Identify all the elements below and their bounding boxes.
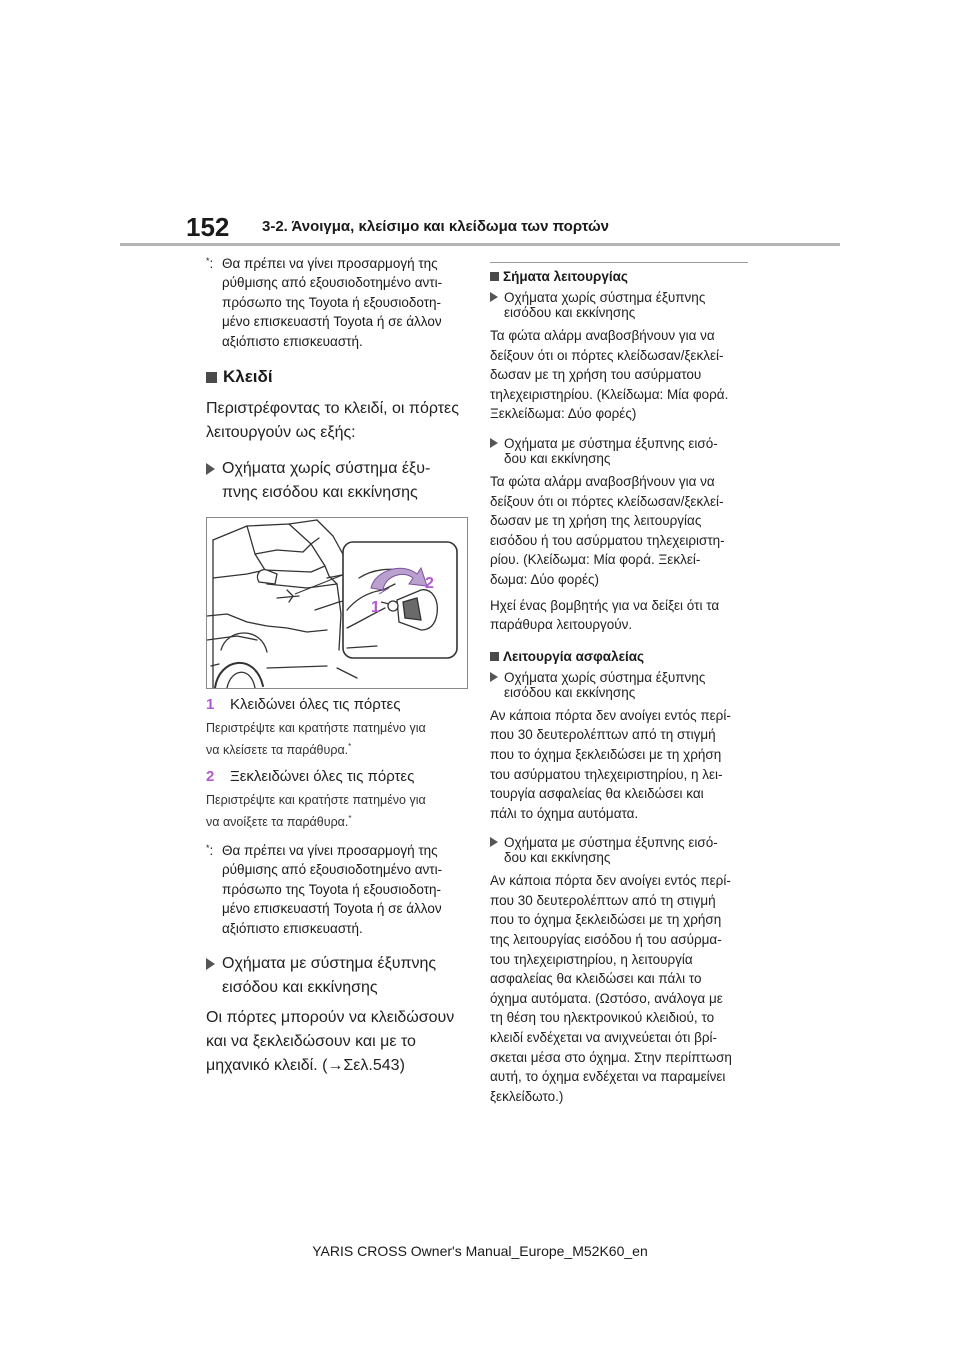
signals-heading: [490, 269, 750, 284]
paragraph-line: δωμα: Δύο φορές): [490, 571, 600, 587]
paragraph-line: δωσαν με τη χρήση του ασύρματου: [490, 367, 702, 383]
step-number: 2: [206, 768, 215, 786]
footnote-line: αξιόπιστο επισκευαστή.: [222, 333, 363, 349]
signals-paragraph-a: [490, 326, 750, 424]
step-desc-line: να ανοίξετε τα παράθυρα.: [206, 815, 349, 830]
paragraph-line: Τα φώτα αλάρμ αναβοσβήνουν για να: [490, 473, 715, 489]
paragraph-line: Αν κάποια πόρτα δεν ανοίγει εντός περί-: [490, 707, 731, 723]
paragraph-line: του τηλεχειριστηρίου, η λειτουργία: [490, 951, 693, 967]
paragraph-line: τη θέση του ηλεκτρονικού κλειδιού, το: [490, 1010, 715, 1026]
triangle-bullet-icon: [490, 672, 498, 682]
key-intro: [206, 397, 468, 445]
subheading-line: πνης εισόδου και εκκίνησης: [222, 484, 418, 502]
square-bullet-icon: [206, 372, 217, 383]
footnote-marker: *: [348, 742, 352, 752]
paragraph-line: Περιστρέφοντας το κλειδί, οι πόρτες: [206, 400, 459, 418]
right-column: [490, 262, 750, 1106]
subheading-line: δου και εκκίνησης: [504, 850, 611, 866]
subheading-smart-entry: [206, 952, 468, 1000]
paragraph-line: Οι πόρτες μπορούν να κλειδώσουν: [206, 1009, 455, 1027]
subheading-line: Οχήματα με σύστημα έξυπνης: [222, 955, 437, 973]
paragraph-line: της λειτουργίας εισόδου ή του ασύρμα-: [490, 932, 722, 948]
subheading-line: εισόδου και εκκίνησης: [504, 305, 636, 320]
square-bullet-icon: [490, 652, 499, 661]
subheading-line: εισόδου και εκκίνησης: [222, 979, 378, 997]
step-1: [206, 695, 468, 761]
security-heading: [490, 649, 750, 664]
footnote-marker: *:: [206, 843, 214, 859]
heading-text: Σήματα λειτουργίας: [503, 269, 628, 284]
paragraph-line: δείξουν ότι οι πόρτες κλείδωσαν/ξεκλεί-: [490, 347, 724, 363]
security-paragraph-a: [490, 706, 750, 824]
paragraph-line: Αν κάποια πόρτα δεν ανοίγει εντός περί-: [490, 873, 731, 889]
subheading-no-smart-entry: [206, 457, 468, 505]
footnote-line: πρόσωπο της Toyota ή εξουσιοδοτη-: [222, 881, 442, 897]
paragraph-line: εισόδου ή του ασύρματου τηλεχειριστη-: [490, 532, 725, 548]
footnote-line: Θα πρέπει να γίνει προσαρμογή της: [222, 256, 438, 271]
step-title: Ξεκλειδώνει όλες τις πόρτες: [230, 768, 415, 786]
second-footnote: [206, 841, 468, 938]
step-description: [206, 717, 468, 761]
figure-label-1: 1: [371, 599, 380, 617]
step-desc-line: Περιστρέψτε και κρατήστε πατημένο για: [206, 721, 426, 736]
footnote-line: μένο επισκευαστή Toyota ή σε άλλον: [222, 314, 442, 330]
car-door-key-drawing: [207, 518, 468, 689]
triangle-bullet-icon: [490, 292, 498, 302]
paragraph-line: Ηχεί ένας βομβητής για να δείξει ότι τα: [490, 597, 720, 613]
footer-manual-id: YARIS CROSS Owner's Manual_Europe_M52K60_en: [312, 1243, 648, 1259]
subheading-smart-entry: [490, 436, 750, 466]
step-description: [206, 789, 468, 833]
paragraph-line: που 30 δευτερολέπτων από τη στιγμή: [490, 892, 716, 908]
subheading-line: Οχήματα χωρίς σύστημα έξυπνης: [504, 290, 706, 305]
subheading-line: εισόδου και εκκίνησης: [504, 684, 636, 700]
buzzer-paragraph: [490, 596, 750, 635]
header-rule: [120, 243, 840, 246]
footnote-marker: *: [348, 814, 352, 824]
paragraph-line: ασφαλείας θα κλειδώσει και πάλι το: [490, 971, 702, 987]
paragraph-line: του ασύρματου τηλεχειριστηρίου, η λει-: [490, 766, 723, 782]
chapter-title: 3-2. Άνοιγμα, κλείσιμο και κλείδωμα των πορτών: [262, 218, 609, 235]
paragraph-line: πάλι το όχημα αυτόματα.: [490, 805, 639, 821]
paragraph-line: κλειδί ενδέχεται να ανιχνεύεται ότι βρί-: [490, 1030, 718, 1046]
step-desc-line: να κλείσετε τα παράθυρα.: [206, 743, 349, 758]
key-section-heading: [206, 367, 468, 387]
heading-text: Λειτουργία ασφαλείας: [503, 648, 645, 664]
triangle-bullet-icon: [490, 438, 498, 448]
paragraph-line: ξεκλείδωτο.): [490, 1088, 564, 1104]
step-number: 1: [206, 696, 215, 714]
subheading-line: Οχήματα χωρίς σύστημα έξυπνης: [504, 669, 706, 685]
footnote-line: Θα πρέπει να γίνει προσαρμογή της: [222, 843, 438, 859]
paragraph-line: και να ξεκλειδώσουν και με το: [206, 1033, 416, 1051]
triangle-bullet-icon: [206, 958, 215, 970]
footnote-line: ρύθμισης από εξουσιοδοτημένο αντι-: [222, 275, 443, 291]
triangle-bullet-icon: [490, 837, 498, 847]
paragraph-line: τηλεχειριστηρίου. (Κλείδωμα: Μία φορά.: [490, 386, 729, 402]
paragraph-line: που 30 δευτερολέπτων από τη στιγμή: [490, 727, 716, 743]
security-paragraph-b: [490, 871, 750, 1106]
subheading-line: δου και εκκίνησης: [504, 450, 611, 466]
footnote-marker: *:: [206, 256, 214, 271]
subheading-line: Οχήματα χωρίς σύστημα έξυ-: [222, 460, 431, 478]
paragraph-line: όχημα αυτόματα. (Ωστόσο, ανάλογα με: [490, 990, 723, 1006]
subheading-smart-entry: [490, 835, 750, 865]
paragraph-line: δείξουν ότι οι πόρτες κλείδωσαν/ξεκλεί-: [490, 493, 724, 509]
paragraph-line: Τα φώτα αλάρμ αναβοσβήνουν για να: [490, 328, 715, 343]
footnote-line: μένο επισκευαστή Toyota ή σε άλλον: [222, 901, 442, 917]
smart-entry-paragraph: [206, 1006, 468, 1078]
paragraph-line: ρίου. (Κλείδωμα: Μία φορά. Ξεκλεί-: [490, 552, 701, 568]
signals-paragraph-b: [490, 472, 750, 590]
footnote-line: ρύθμισης από εξουσιοδοτημένο αντι-: [222, 862, 443, 878]
square-bullet-icon: [490, 272, 499, 281]
paragraph-line: δωσαν με τη χρήση της λειτουργίας: [490, 513, 702, 529]
subheading-line: Οχήματα με σύστημα έξυπνης εισό-: [504, 435, 718, 451]
top-footnote: [206, 254, 468, 351]
page-number: 152: [186, 212, 230, 242]
step-2: [206, 767, 468, 833]
subheading-line: Οχήματα με σύστημα έξυπνης εισό-: [504, 835, 718, 851]
heading-text: Κλειδί: [223, 367, 273, 387]
paragraph-line: που το όχημα ξεκλειδώσει με τη χρήση: [490, 912, 722, 928]
paragraph-line: σκεται μέσα στο όχημα. Στην περίπτωση: [490, 1049, 732, 1065]
figure-label-2: 2: [425, 575, 434, 593]
paragraph-line: τουργία ασφαλείας θα κλειδώσει και: [490, 786, 704, 802]
column-rule: [490, 262, 748, 263]
subheading-no-smart-entry: [490, 290, 750, 320]
triangle-bullet-icon: [206, 463, 215, 475]
footnote-line: πρόσωπο της Toyota ή εξουσιοδοτη-: [222, 294, 442, 310]
paragraph-line: Ξεκλείδωμα: Δύο φορές): [490, 406, 637, 422]
left-column: [206, 254, 468, 1078]
step-desc-line: Περιστρέψτε και κρατήστε πατημένο για: [206, 793, 426, 808]
paragraph-line: που το όχημα ξεκλειδώσει με τη χρήση: [490, 746, 722, 762]
subheading-no-smart-entry: [490, 670, 750, 700]
paragraph-line: αυτή, το όχημα ενδέχεται να παραμείνει: [490, 1069, 726, 1085]
paragraph-line: λειτουργούν ως εξής:: [206, 424, 356, 442]
paragraph-line: παράθυρα λειτουργούν.: [490, 617, 633, 633]
key-turn-illustration: [206, 517, 468, 689]
page-reference-line: μηχανικό κλειδί. (→Σελ.543): [206, 1057, 405, 1075]
step-title: Κλειδώνει όλες τις πόρτες: [230, 696, 401, 714]
footnote-line: αξιόπιστο επισκευαστή.: [222, 920, 363, 936]
